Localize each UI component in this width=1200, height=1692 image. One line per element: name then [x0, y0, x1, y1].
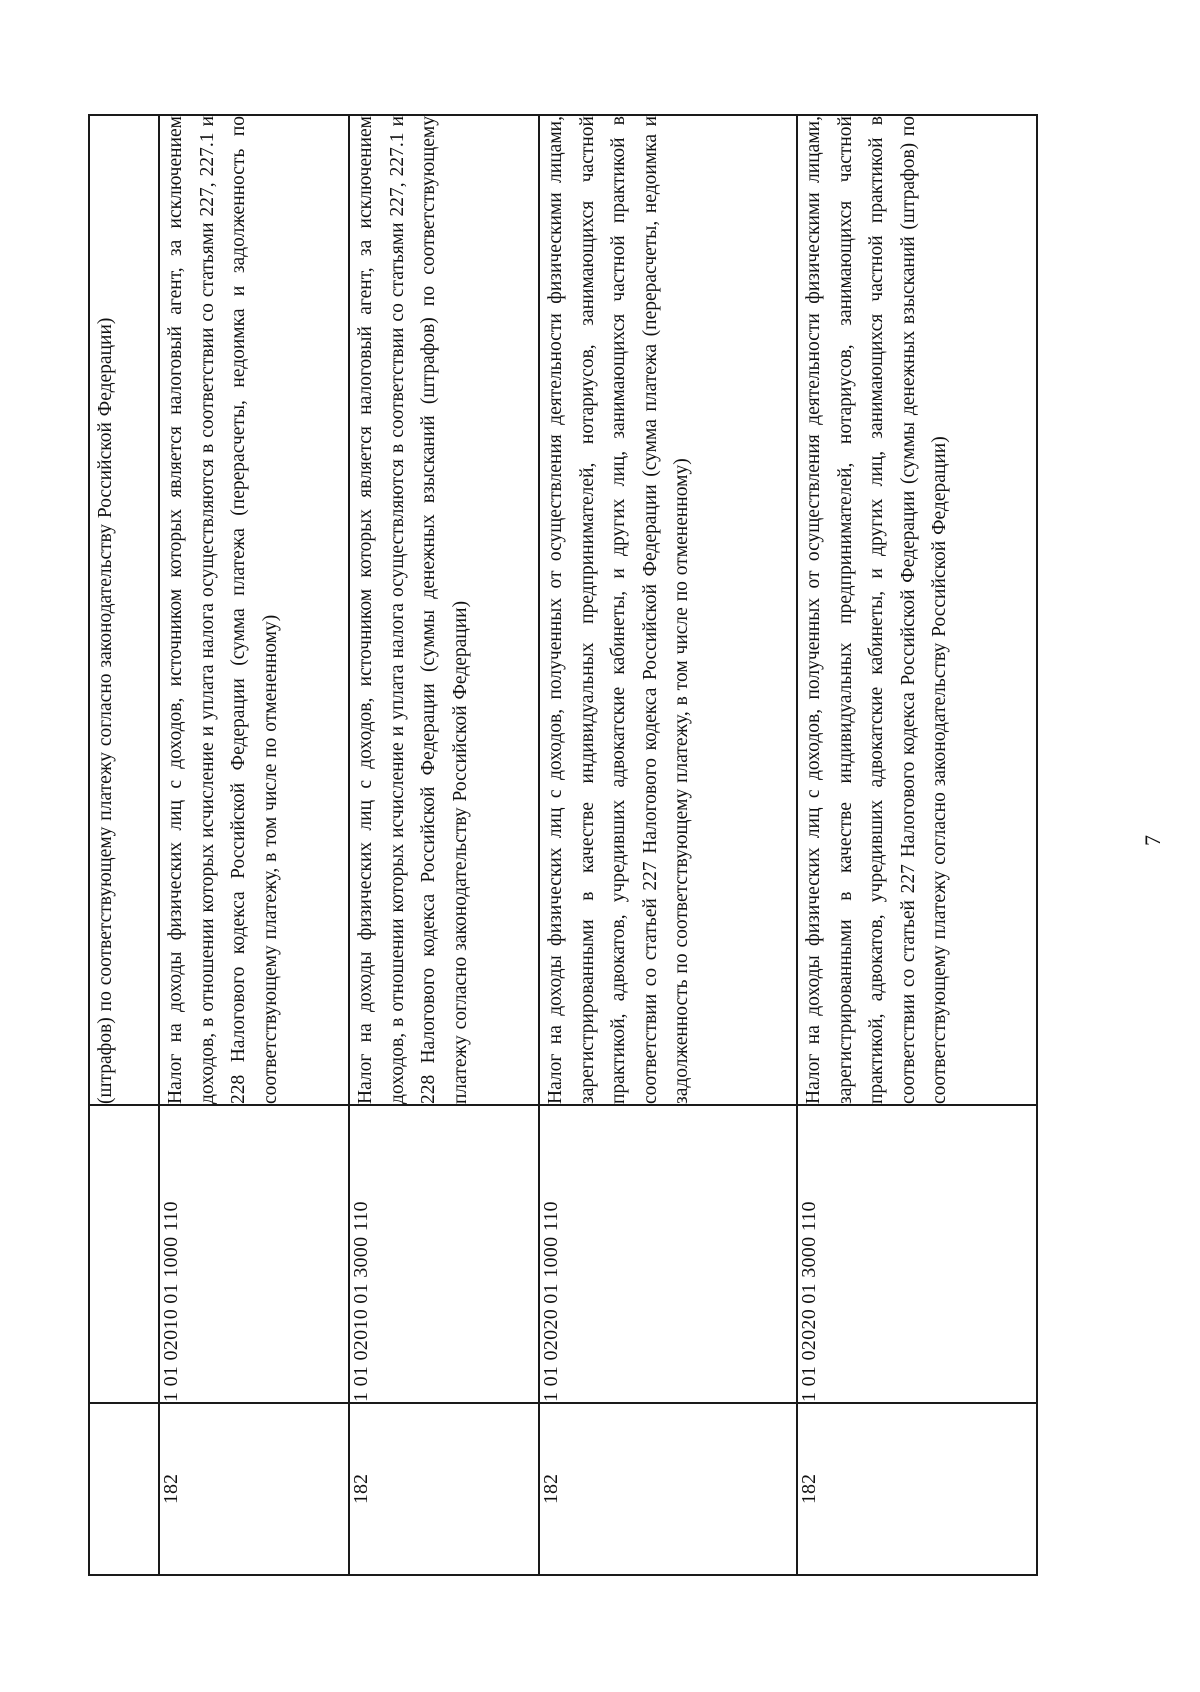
description-cell: Налог на доходы физических лиц с доходов, источником которых является налоговый агент, за исключением доходов, в отношении которых исчисление и уплата налога осуществляются в соответствии со статьями 227, 227.1 и 228 Налогового кодекса Российской Федерации (суммы денежных взысканий (штрафов) по соответствующему платежу согласно законодательству Российской Федерации): [349, 115, 539, 1105]
budget-code-cell: [89, 1105, 159, 1403]
table-row: [159, 115, 349, 1575]
description-cell: Налог на доходы физических лиц с доходов, источником которых является налоговый агент, за исключением доходов, в отношении которых исчисление и уплата налога осуществляются в соответствии со статьями 227, 227.1 и 228 Налогового кодекса Российской Федерации (сумма платежа (перерасчеты, недоимка и задолженность по соответствующему платежу, в том числе по отмененному): [159, 115, 349, 1105]
budget-code-cell: 1 01 02010 01 1000 110: [159, 1105, 349, 1403]
admin-code-cell: 182: [349, 1403, 539, 1575]
admin-code-cell: 182: [539, 1403, 797, 1575]
admin-code-cell: [89, 1403, 159, 1575]
table-row: [797, 115, 1037, 1575]
budget-code-cell: 1 01 02020 01 3000 110: [797, 1105, 1037, 1403]
table-row: [349, 115, 539, 1575]
budget-codes-table: [88, 114, 1038, 1576]
budget-code-cell: 1 01 02020 01 1000 110: [539, 1105, 797, 1403]
description-cell: (штрафов) по соответствующему платежу согласно законодательству Российской Федерации): [89, 115, 159, 1105]
description-cell: Налог на доходы физических лиц с доходов, полученных от осуществления деятельности физическими лицами, зарегистрированными в качестве индивидуальных предпринимателей, нотариусов, занимающихся частной практикой, адвокатов, учредивших адвокатские кабинеты, и других лиц, занимающихся частной практикой в соответствии со статьей 227 Налогового кодекса Российской Федерации (сумма платежа (перерасчеты, недоимка и задолженность по соответствующему платежу, в том числе по отмененному): [539, 115, 797, 1105]
table-row: [89, 115, 159, 1575]
admin-code-cell: 182: [797, 1403, 1037, 1575]
budget-code-cell: 1 01 02010 01 3000 110: [349, 1105, 539, 1403]
admin-code-cell: 182: [159, 1403, 349, 1575]
page-number: 7: [1140, 835, 1165, 846]
description-cell: Налог на доходы физических лиц с доходов, полученных от осуществления деятельности физическими лицами, зарегистрированными в качестве индивидуальных предпринимателей, нотариусов, занимающихся частной практикой, адвокатов, учредивших адвокатские кабинеты, и других лиц, занимающихся частной практикой в соответствии со статьей 227 Налогового кодекса Российской Федерации (суммы денежных взысканий (штрафов) по соответствующему платежу согласно законодательству Российской Федерации): [797, 115, 1037, 1105]
table-row: [539, 115, 797, 1575]
